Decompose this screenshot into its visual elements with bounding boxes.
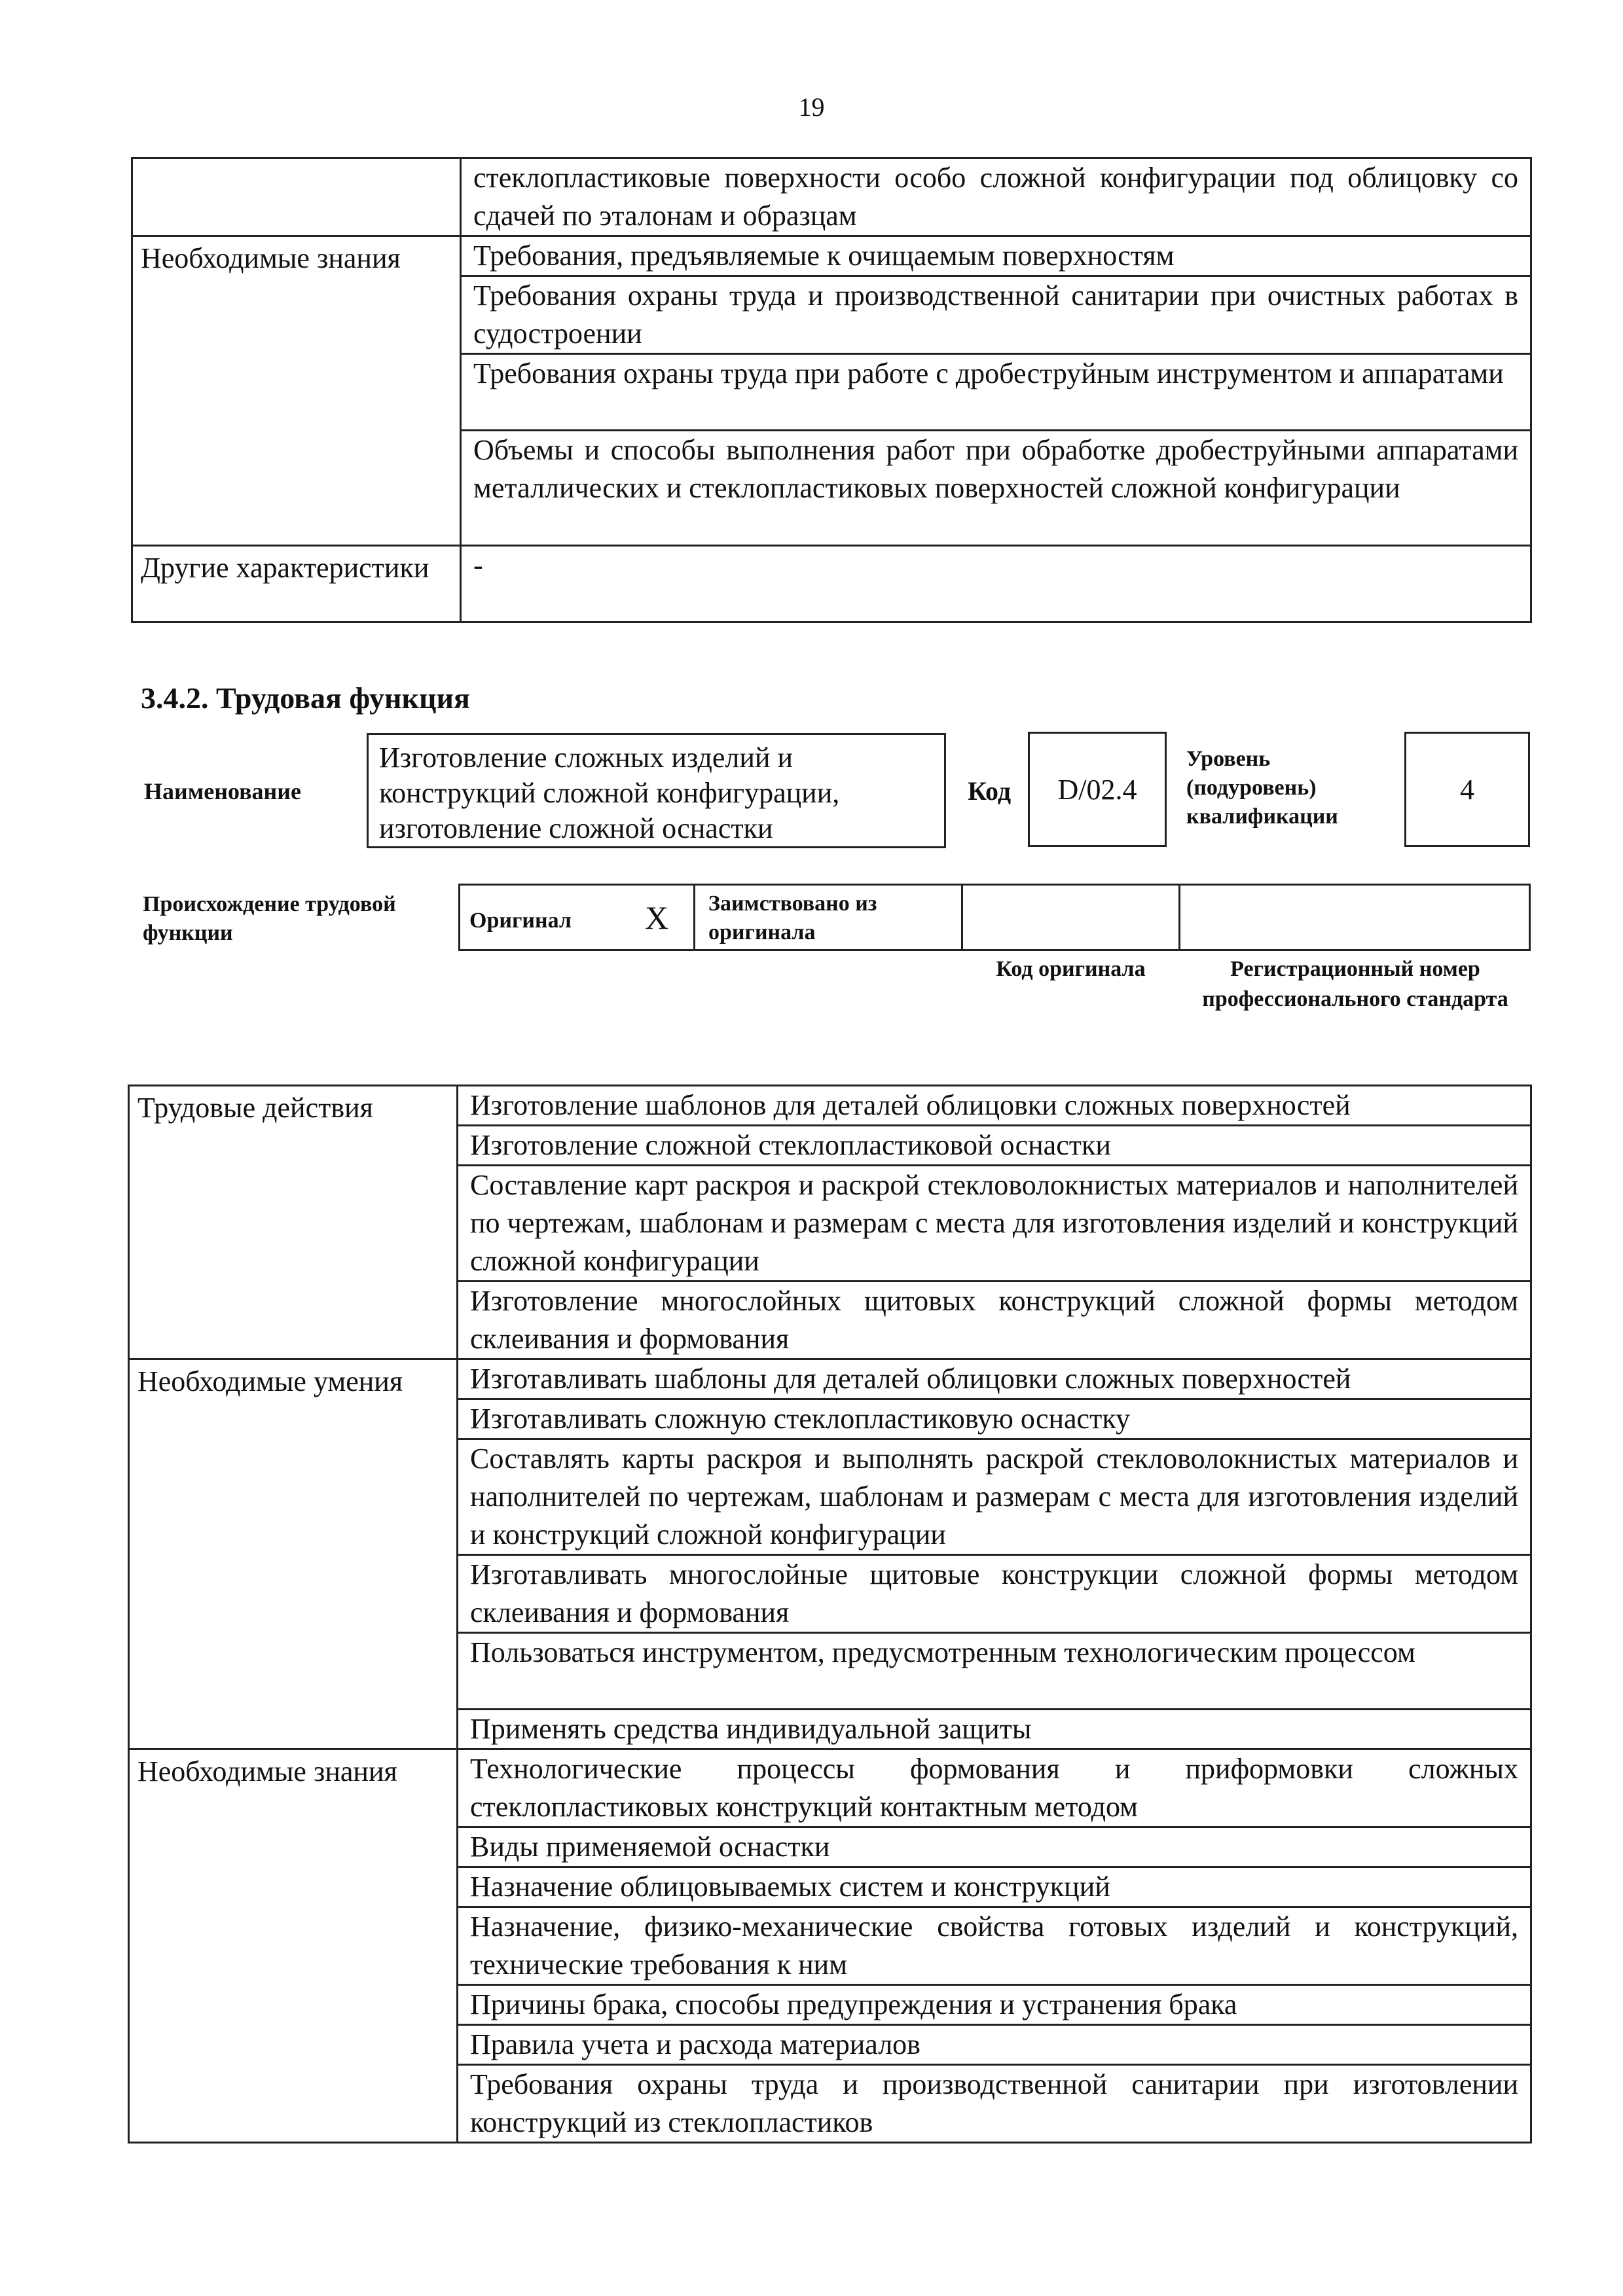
name-label: Наименование — [144, 778, 301, 804]
original-cell — [458, 884, 695, 951]
name-value-box: Изготовление сложных изделий и конструкций сложной конфигурации, изготовление сложной оснастки — [367, 733, 946, 848]
table-cell: Изготовление сложной стеклопластиковой оснастки — [458, 1126, 1531, 1166]
table-row — [132, 236, 1531, 276]
table-cell: Технологические процессы формования и приформовки сложных стеклопластиковых конструкций контактным методом — [458, 1749, 1531, 1827]
table-cell: Виды применяемой оснастки — [458, 1827, 1531, 1867]
table-cell: Требования, предъявляемые к очищаемым поверхностям — [461, 236, 1531, 276]
origin-label: Происхождение трудовой функции — [143, 892, 396, 945]
table-cell: Назначение облицовываемых систем и конструкций — [458, 1867, 1531, 1907]
table-cell: Назначение, физико-механические свойства готовых изделий и конструкций, технические требования к ним — [458, 1907, 1531, 1985]
borrowed-label: Заимствовано из оригинала — [708, 891, 877, 944]
table-cell: стеклопластиковые поверхности особо сложной конфигурации под облицовку со сдачей по эталонам и образцам — [461, 158, 1531, 236]
table-row — [129, 1749, 1531, 1827]
table-cell: Требования охраны труда и производственной санитарии при очистных работах в судостроении — [461, 276, 1531, 354]
table-cell: Изготовление шаблонов для деталей облицовки сложных поверхностей — [458, 1086, 1531, 1126]
table-row — [129, 1086, 1531, 1126]
table-cell: Изготавливать шаблоны для деталей облицовки сложных поверхностей — [458, 1359, 1531, 1399]
original-mark: X — [645, 899, 669, 936]
row-label: Необходимые умения — [129, 1359, 458, 1749]
table-row — [132, 546, 1531, 622]
table-cell: Применять средства индивидуальной защиты — [458, 1710, 1531, 1749]
level-value-box: 4 — [1404, 732, 1530, 847]
table-cell: Изготавливать многослойные щитовые конструкции сложной формы методом склеивания и формования — [458, 1555, 1531, 1633]
borrowed-cell — [693, 884, 963, 951]
level-label: Уровень (подуровень) квалификации — [1186, 747, 1338, 829]
table-row — [129, 1359, 1531, 1399]
original-code-cell — [961, 884, 1180, 951]
row-label: Необходимые знания — [129, 1749, 458, 2143]
code-caption: Код оригинала — [996, 957, 1146, 981]
page-number: 19 — [798, 92, 825, 122]
table-cell: Изготовление многослойных щитовых конструкций сложной формы методом склеивания и формования — [458, 1282, 1531, 1359]
table-cell: Требования охраны труда при работе с дробеструйным инструментом и аппаратами — [461, 354, 1531, 431]
code-label: Код — [968, 776, 1012, 806]
table-cell: Составлять карты раскроя и выполнять раскрой стекловолокнистых материалов и наполнителей по чертежам, шаблонам и размерам с места для изготовления изделий и конструкций сложной конфигурации — [458, 1439, 1531, 1555]
function-table — [128, 1085, 1532, 2144]
table-cell: Объемы и способы выполнения работ при обработке дробеструйными аппаратами металлических и стеклопластиковых поверхностей сложной конфигурации — [461, 431, 1531, 546]
row-label: Другие характеристики — [132, 546, 461, 622]
table-cell: Изготавливать сложную стеклопластиковую оснастку — [458, 1399, 1531, 1439]
table-row — [132, 158, 1531, 236]
table-cell: Правила учета и расхода материалов — [458, 2025, 1531, 2065]
original-label: Оригинал — [469, 908, 572, 933]
table-cell: - — [461, 546, 1531, 622]
code-value-box: D/02.4 — [1028, 732, 1167, 847]
table-cell: Требования охраны труда и производственной санитарии при изготовлении конструкций из стеклопластиков — [458, 2065, 1531, 2143]
row-label: Трудовые действия — [129, 1086, 458, 1359]
table-cell: Пользоваться инструментом, предусмотренным технологическим процессом — [458, 1633, 1531, 1710]
table-cell: Причины брака, способы предупреждения и устранения брака — [458, 1985, 1531, 2025]
row-label: Необходимые знания — [132, 236, 461, 546]
continuation-table — [131, 157, 1532, 623]
section-heading: 3.4.2. Трудовая функция — [141, 681, 470, 715]
row-label — [132, 158, 461, 236]
registration-caption: Регистрационный номер профессионального стандарта — [1202, 957, 1508, 1011]
table-cell: Составление карт раскроя и раскрой стекловолокнистых материалов и наполнителей по чертежам, шаблонам и размерам с места для изготовления изделий и конструкций сложной конфигурации — [458, 1166, 1531, 1282]
registration-number-cell — [1178, 884, 1531, 951]
